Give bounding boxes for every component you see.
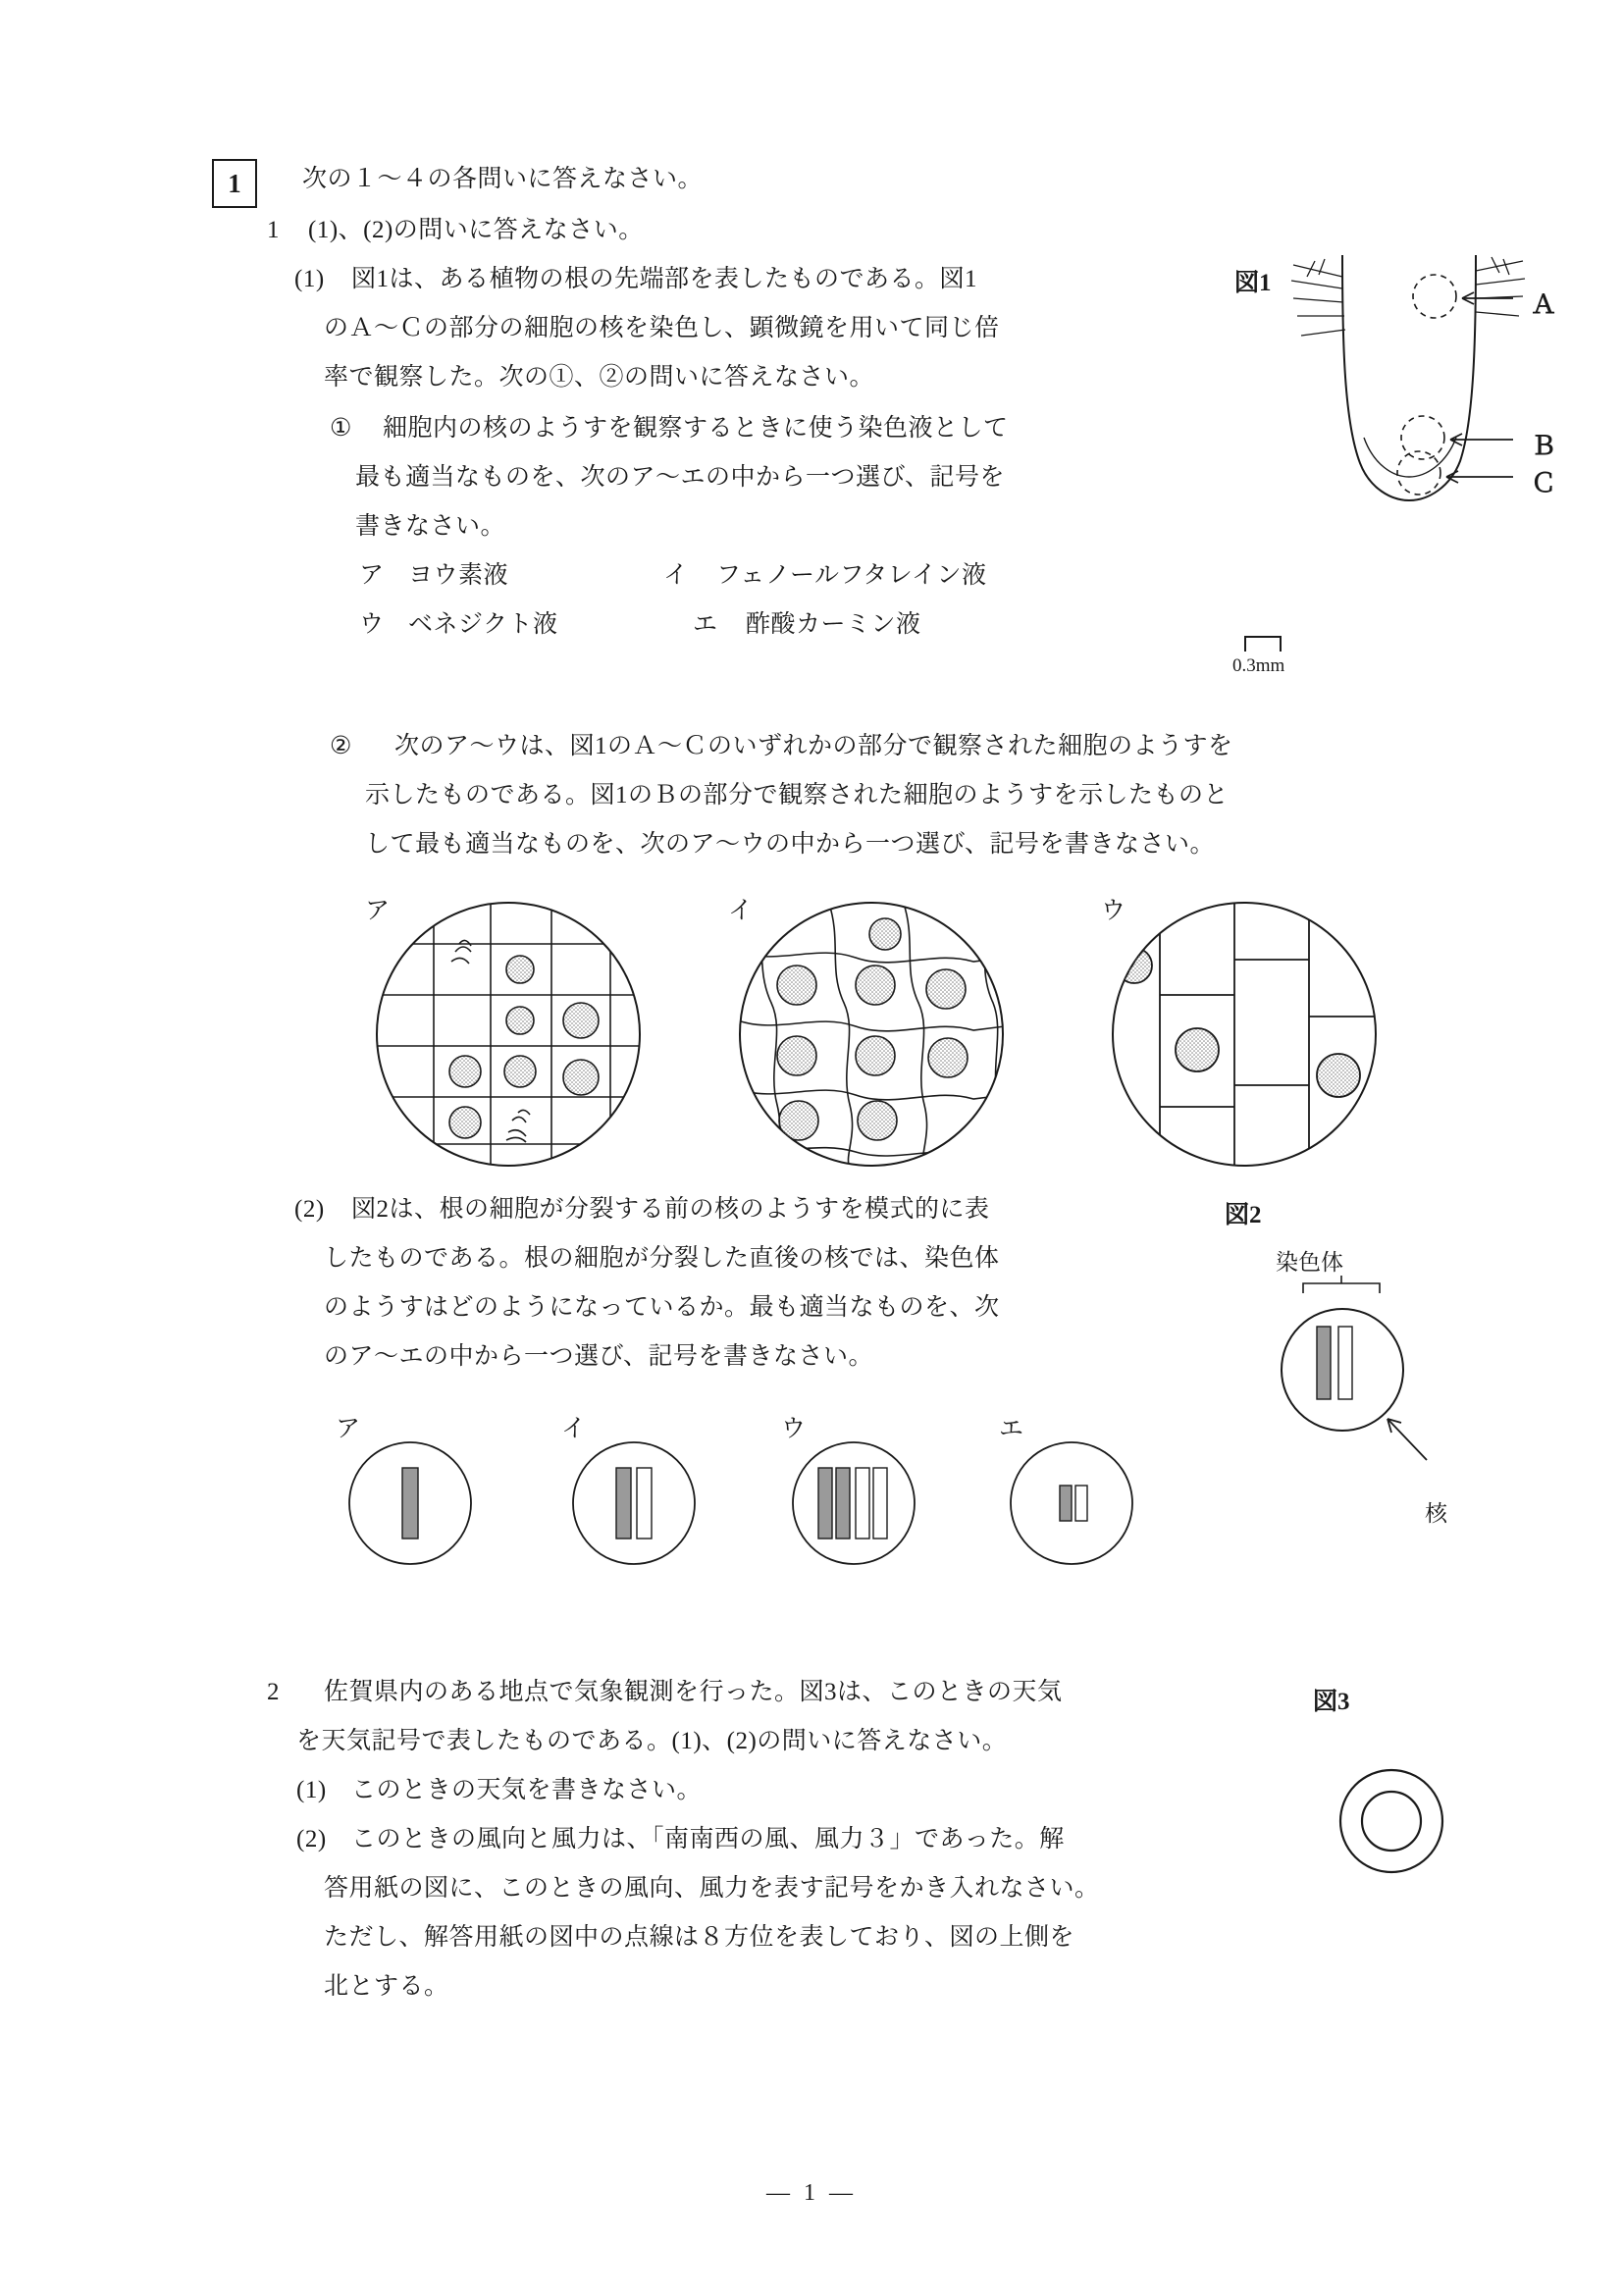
chrom-choice-u: [789, 1438, 918, 1568]
figure1-label: 図1: [1234, 270, 1272, 296]
cellview-choice-u-letter: ウ: [1101, 898, 1126, 924]
q2-line-1: したものである。根の細胞が分裂した直後の核では、染色体: [324, 1245, 1000, 1272]
chrom-choice-e-letter: エ: [999, 1416, 1024, 1442]
figure1-point-c: Ｃ: [1531, 469, 1557, 497]
figure1-point-b: Ｂ: [1531, 432, 1557, 460]
section2-number: 2: [267, 1679, 280, 1705]
chrom-choice-i: [569, 1438, 699, 1568]
q2-line-3: のア〜エの中から一つ選び、記号を書きなさい。: [324, 1343, 874, 1370]
figure2-nucleus-label: 核: [1425, 1501, 1447, 1526]
chrom-choice-a: [345, 1438, 475, 1568]
option-u-key: ウ: [359, 611, 385, 638]
figure2-chromosome-label: 染色体: [1276, 1250, 1343, 1275]
figure1-point-a: Ａ: [1531, 290, 1557, 319]
question-number-box: 1: [212, 159, 257, 208]
figure2-label: 図2: [1225, 1202, 1262, 1228]
q1-sub1-line-1: 最も適当なものを、次のア〜エの中から一つ選び、記号を: [355, 464, 1006, 491]
section2-q2-line-0: このときの風向と風力は、「南南西の風、風力３」であった。解: [351, 1826, 1065, 1852]
cellview-choice-a: [375, 901, 642, 1168]
section1-intro: (1)、(2)の問いに答えなさい。: [308, 217, 644, 243]
q2-line-2: のようすはどのようになっているか。最も適当なものを、次: [324, 1294, 1000, 1321]
chrom-choice-i-letter: イ: [561, 1416, 587, 1442]
cellview-choice-u: [1111, 901, 1378, 1168]
cellview-choice-i-letter: イ: [728, 898, 754, 924]
option-i-key: イ: [663, 562, 689, 589]
q1-line-1: のＡ〜Ｃの部分の細胞の核を染色し、顕微鏡を用いて同じ倍: [324, 315, 1000, 341]
q1-line-0: 図1は、ある植物の根の先端部を表したものである。図1: [351, 266, 978, 292]
cellview-choice-i: [738, 901, 1005, 1168]
option-a-text: ヨウ素液: [408, 562, 509, 589]
q1-sub2-line-2: して最も適当なものを、次のア〜ウの中から一つ選び、記号を書きなさい。: [365, 831, 1216, 858]
lead-text: 次の１〜４の各問いに答えなさい。: [302, 166, 704, 192]
option-u-text: ベネジクト液: [408, 611, 558, 638]
section2-q2-marker: (2): [296, 1826, 327, 1852]
figure2-nucleus-diagram: [1262, 1276, 1478, 1531]
option-a-key: ア: [359, 562, 385, 589]
q1-line-2: 率で観察した。次の①、②の問いに答えなさい。: [324, 364, 875, 391]
q1-marker: (1): [294, 266, 325, 292]
q1-sub2-line-0: 次のア〜ウは、図1のＡ〜Ｃのいずれかの部分で観察された細胞のようすを: [394, 733, 1233, 759]
chrom-choice-a-letter: ア: [336, 1416, 361, 1442]
section2-q2-line-2: ただし、解答用紙の図中の点線は８方位を表しており、図の上側を: [324, 1924, 1075, 1951]
q2-marker: (2): [294, 1196, 325, 1223]
section2-q2-line-1: 答用紙の図に、このときの風向、風力を表す記号をかき入れなさい。: [324, 1875, 1100, 1902]
q1-sub1-line-0: 細胞内の核のようすを観察するときに使う染色液として: [383, 415, 1009, 442]
q1-sub1-line-2: 書きなさい。: [355, 513, 506, 540]
chrom-choice-e: [1007, 1438, 1136, 1568]
q1-sub2-line-1: 示したものである。図1のＢの部分で観察された細胞のようすを示したものと: [365, 782, 1230, 809]
figure3-label: 図3: [1313, 1689, 1350, 1715]
option-e-text: 酢酸カーミン液: [746, 611, 921, 638]
section1-number: 1: [267, 217, 280, 243]
figure3-weather-symbol: [1313, 1743, 1470, 1900]
q2-line-0: 図2は、根の細胞が分裂する前の核のようすを模式的に表: [351, 1196, 990, 1223]
option-i-text: フェノールフタレイン液: [716, 562, 987, 589]
section2-line-0: 佐賀県内のある地点で気象観測を行った。図3は、このときの天気: [324, 1679, 1063, 1705]
figure1-scale-text: 0.3mm: [1232, 655, 1285, 676]
figure1-root-tip-diagram: [1217, 255, 1541, 697]
option-e-key: エ: [693, 611, 718, 638]
section2-line-1: を天気記号で表したものである。(1)、(2)の問いに答えなさい。: [296, 1728, 1008, 1754]
cellview-choice-a-letter: ア: [365, 898, 391, 924]
section2-q2-line-3: 北とする。: [324, 1973, 449, 2000]
q1-sub2-marker: ②: [330, 733, 352, 759]
page-footer: — 1 —: [766, 2180, 857, 2206]
figure1-scale-bar: [1244, 636, 1282, 652]
q1-sub1-marker: ①: [330, 415, 352, 442]
chrom-choice-u-letter: ウ: [781, 1416, 807, 1442]
section2-q1-marker: (1): [296, 1777, 327, 1803]
section2-q1-text: このときの天気を書きなさい。: [351, 1777, 703, 1803]
